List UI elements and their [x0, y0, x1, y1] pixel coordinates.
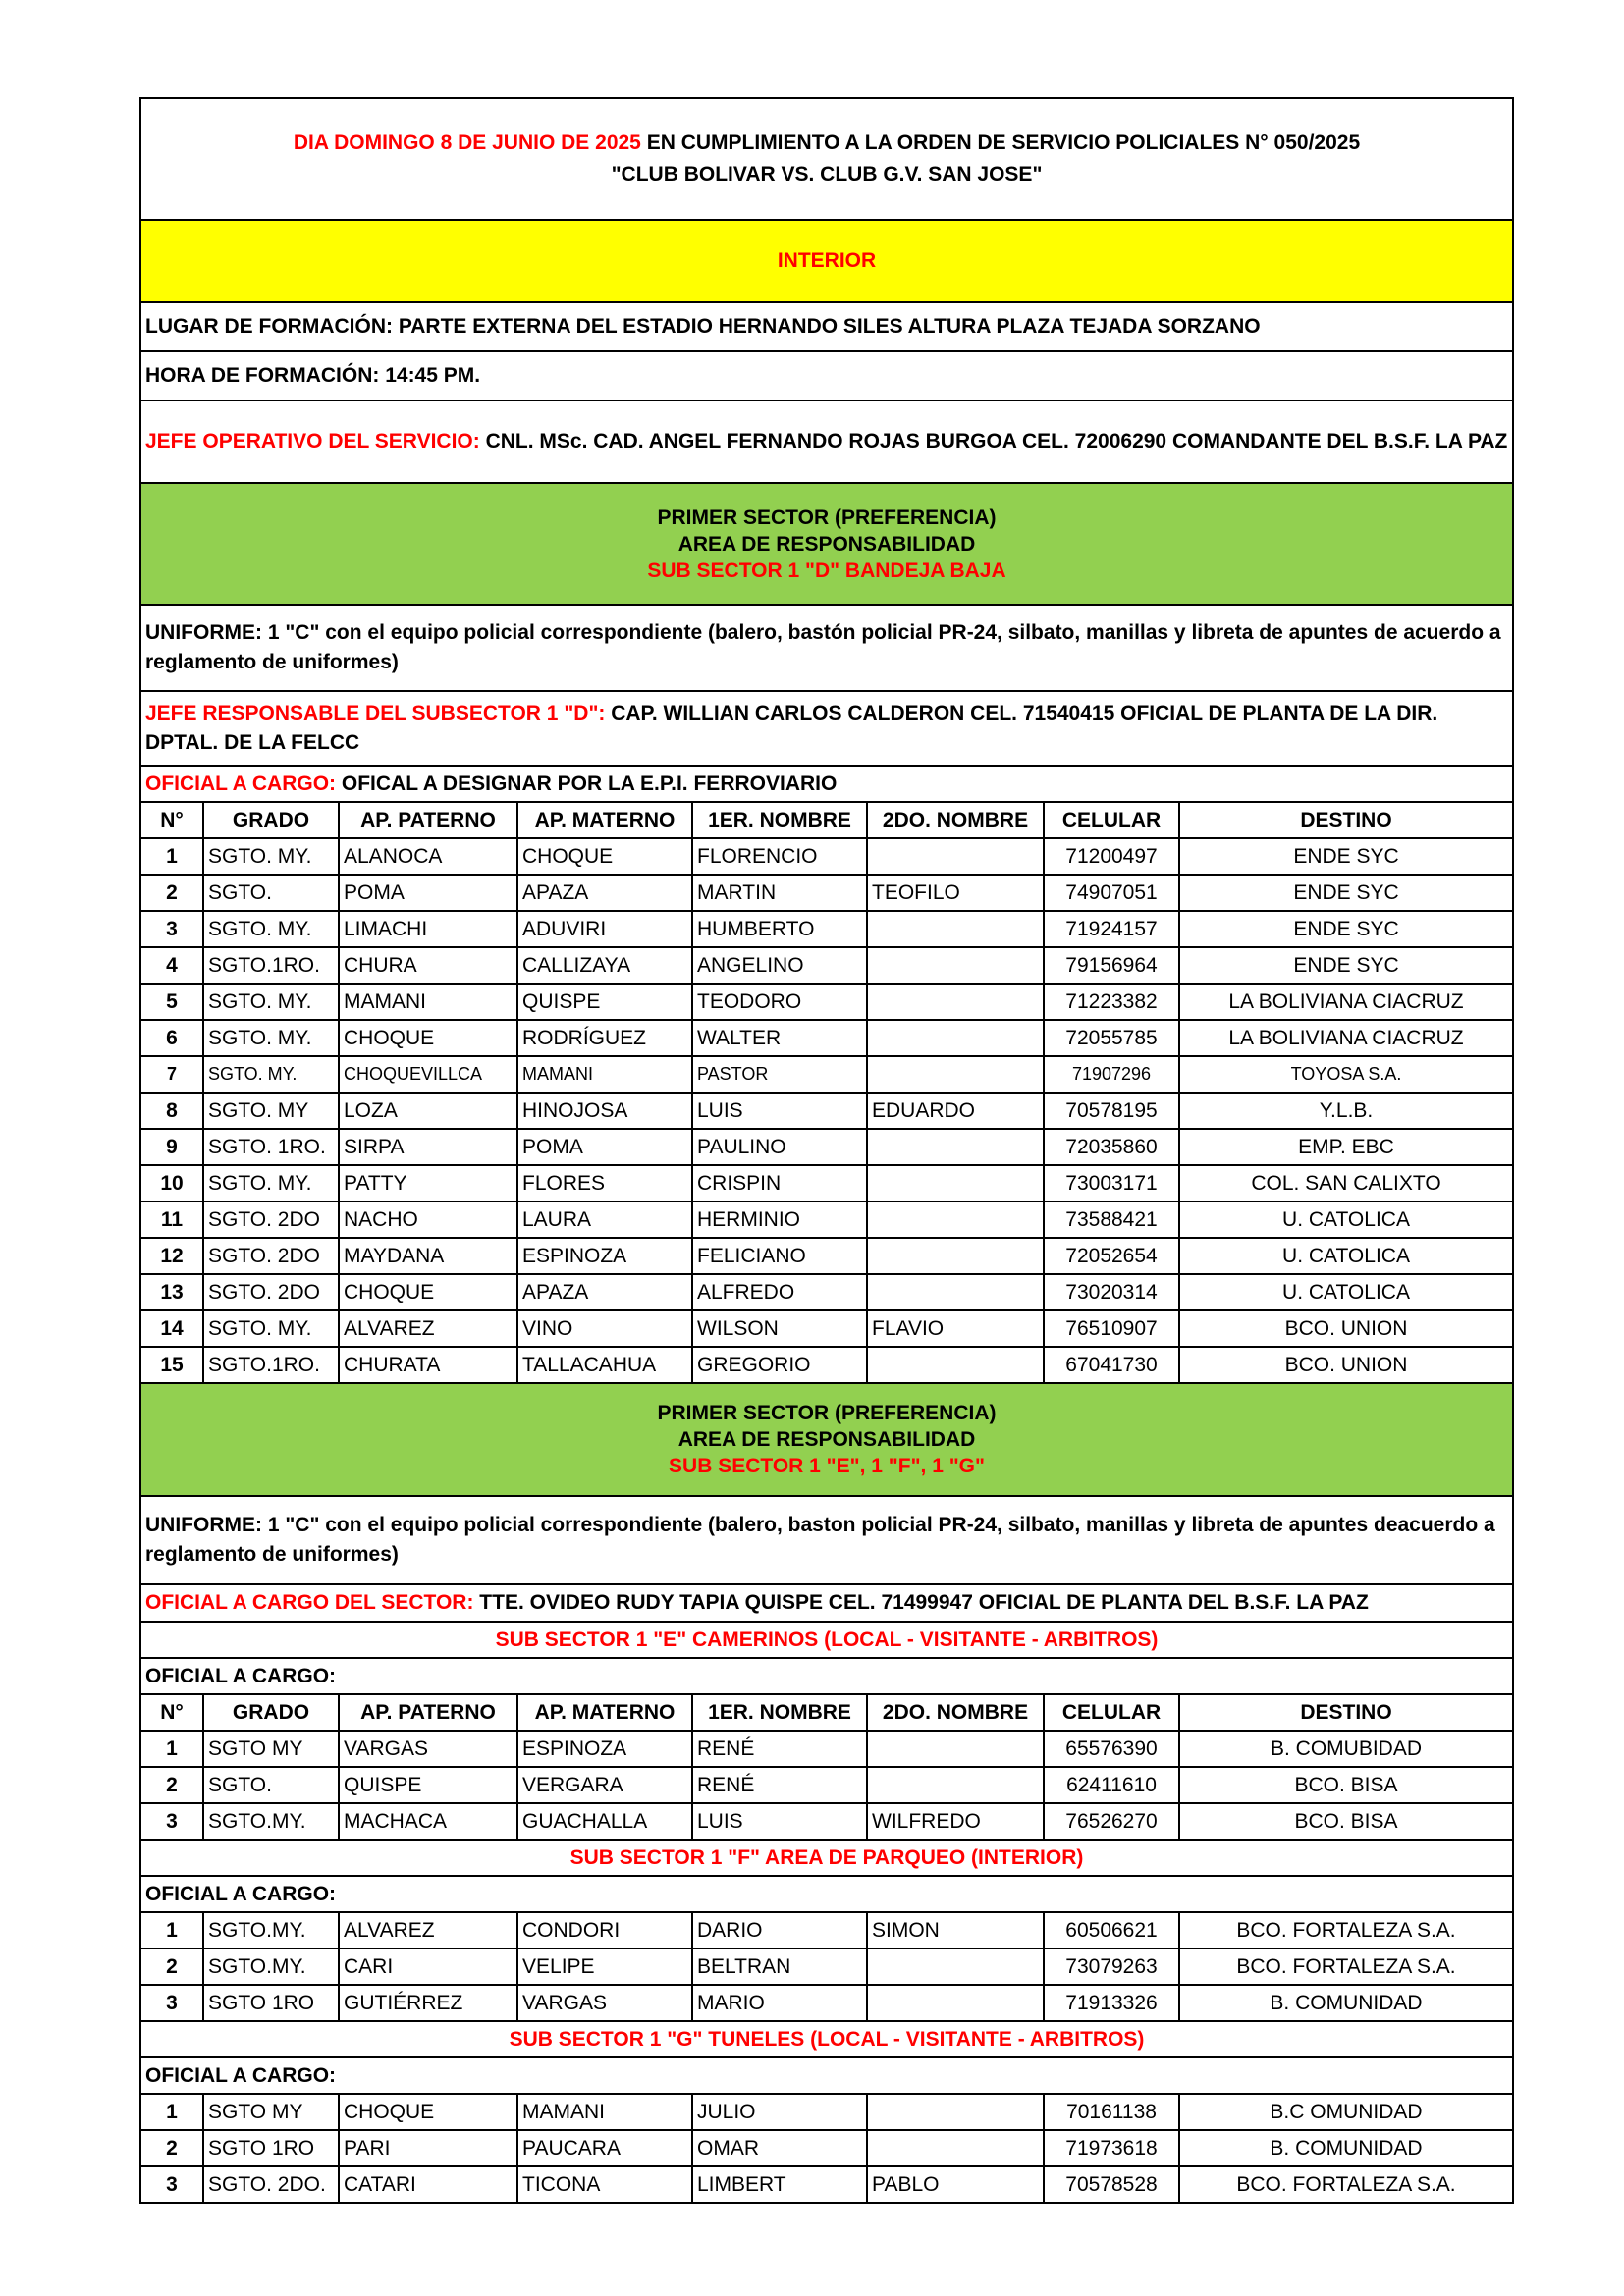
- sector2-title: PRIMER SECTOR (PREFERENCIA): [657, 1402, 997, 1424]
- first-name-cell: ALFREDO: [692, 1274, 867, 1310]
- maternal-surname-cell: ADUVIRI: [517, 911, 692, 947]
- sector2-subsector: SUB SECTOR 1 "E", 1 "F", 1 "G": [669, 1455, 985, 1477]
- paternal-surname-cell: NACHO: [339, 1201, 517, 1238]
- table-row: [140, 1020, 1513, 1056]
- rank-cell: SGTO. 2DO: [203, 1274, 339, 1310]
- table-row: [140, 875, 1513, 911]
- sector1-officer-value: OFICAL A DESIGNAR POR LA E.P.I. FERROVIARIO: [336, 772, 838, 795]
- subsector-g-officer: OFICIAL A CARGO:: [140, 2057, 1513, 2094]
- table-row: [140, 1912, 1513, 1949]
- service-order: EN CUMPLIMIENTO A LA ORDEN DE SERVICIO POLICIALES N° 050/2025: [640, 132, 1361, 154]
- table-row: [140, 2094, 1513, 2130]
- destination-cell: ENDE SYC: [1179, 911, 1513, 947]
- second-name-cell: SIMON: [867, 1912, 1044, 1949]
- table-row: [140, 1310, 1513, 1347]
- row-number-cell: 8: [140, 1093, 203, 1129]
- paternal-surname-cell: CHURA: [339, 947, 517, 984]
- table-row: [140, 911, 1513, 947]
- second-name-cell: EDUARDO: [867, 1093, 1044, 1129]
- phone-cell: 71907296: [1044, 1056, 1179, 1093]
- row-number-cell: 1: [140, 838, 203, 875]
- maternal-surname-cell: CHOQUE: [517, 838, 692, 875]
- first-name-cell: LUIS: [692, 1093, 867, 1129]
- second-name-cell: [867, 1347, 1044, 1383]
- paternal-surname-cell: GUTIÉRREZ: [339, 1985, 517, 2021]
- phone-cell: 73020314: [1044, 1274, 1179, 1310]
- phone-cell: 70578195: [1044, 1093, 1179, 1129]
- second-name-cell: [867, 984, 1044, 1020]
- col-header: N°: [140, 802, 203, 838]
- destination-cell: U. CATOLICA: [1179, 1274, 1513, 1310]
- rank-cell: SGTO. 2DO: [203, 1201, 339, 1238]
- paternal-surname-cell: CHOQUE: [339, 1274, 517, 1310]
- paternal-surname-cell: MACHACA: [339, 1803, 517, 1840]
- paternal-surname-cell: CARI: [339, 1949, 517, 1985]
- table-row: [140, 838, 1513, 875]
- column-header-row: [140, 802, 1513, 838]
- maternal-surname-cell: RODRÍGUEZ: [517, 1020, 692, 1056]
- destination-cell: U. CATOLICA: [1179, 1201, 1513, 1238]
- subsector-e-title: SUB SECTOR 1 "E" CAMERINOS (LOCAL - VISITANTE - ARBITROS): [140, 1622, 1513, 1658]
- first-name-cell: JULIO: [692, 2094, 867, 2130]
- destination-cell: LA BOLIVIANA CIACRUZ: [1179, 1020, 1513, 1056]
- phone-cell: 71913326: [1044, 1985, 1179, 2021]
- row-number-cell: 12: [140, 1238, 203, 1274]
- phone-cell: 62411610: [1044, 1767, 1179, 1803]
- row-number-cell: 2: [140, 1767, 203, 1803]
- col-header: 1ER. NOMBRE: [692, 1694, 867, 1731]
- maternal-surname-cell: CONDORI: [517, 1912, 692, 1949]
- first-name-cell: WILSON: [692, 1310, 867, 1347]
- col-header: CELULAR: [1044, 802, 1179, 838]
- paternal-surname-cell: SIRPA: [339, 1129, 517, 1165]
- second-name-cell: [867, 1020, 1044, 1056]
- paternal-surname-cell: ALVAREZ: [339, 1310, 517, 1347]
- second-name-cell: WILFREDO: [867, 1803, 1044, 1840]
- sector2-officer-label: OFICIAL A CARGO DEL SECTOR:: [145, 1591, 474, 1614]
- phone-cell: 71924157: [1044, 911, 1179, 947]
- maternal-surname-cell: VELIPE: [517, 1949, 692, 1985]
- row-number-cell: 13: [140, 1274, 203, 1310]
- first-name-cell: DARIO: [692, 1912, 867, 1949]
- phone-cell: 73079263: [1044, 1949, 1179, 1985]
- phone-cell: 71223382: [1044, 984, 1179, 1020]
- rank-cell: SGTO MY: [203, 2094, 339, 2130]
- second-name-cell: [867, 1731, 1044, 1767]
- sector2-area: AREA DE RESPONSABILIDAD: [677, 1428, 976, 1451]
- rank-cell: SGTO 1RO: [203, 2130, 339, 2166]
- maternal-surname-cell: TALLACAHUA: [517, 1347, 692, 1383]
- formation-place: LUGAR DE FORMACIÓN: PARTE EXTERNA DEL ESTADIO HERNANDO SILES ALTURA PLAZA TEJADA SORZANO: [140, 302, 1513, 351]
- first-name-cell: OMAR: [692, 2130, 867, 2166]
- row-number-cell: 2: [140, 1949, 203, 1985]
- paternal-surname-cell: ALANOCA: [339, 838, 517, 875]
- phone-cell: 73588421: [1044, 1201, 1179, 1238]
- sector1-subsector: SUB SECTOR 1 "D" BANDEJA BAJA: [647, 559, 1006, 582]
- row-number-cell: 4: [140, 947, 203, 984]
- phone-cell: 74907051: [1044, 875, 1179, 911]
- phone-cell: 72055785: [1044, 1020, 1179, 1056]
- first-name-cell: MARIO: [692, 1985, 867, 2021]
- destination-cell: B. COMUNIDAD: [1179, 1985, 1513, 2021]
- table-row: [140, 1201, 1513, 1238]
- phone-cell: 76526270: [1044, 1803, 1179, 1840]
- phone-cell: 73003171: [1044, 1165, 1179, 1201]
- subsector-f-officer: OFICIAL A CARGO:: [140, 1876, 1513, 1912]
- rank-cell: SGTO.1RO.: [203, 1347, 339, 1383]
- maternal-surname-cell: CALLIZAYA: [517, 947, 692, 984]
- maternal-surname-cell: ESPINOZA: [517, 1731, 692, 1767]
- table-row: [140, 1238, 1513, 1274]
- row-number-cell: 3: [140, 1985, 203, 2021]
- second-name-cell: [867, 1985, 1044, 2021]
- paternal-surname-cell: VARGAS: [339, 1731, 517, 1767]
- destination-cell: U. CATOLICA: [1179, 1238, 1513, 1274]
- maternal-surname-cell: TICONA: [517, 2166, 692, 2203]
- col-header: AP. MATERNO: [517, 802, 692, 838]
- operations-chief-label: JEFE OPERATIVO DEL SERVICIO:: [145, 430, 480, 453]
- row-number-cell: 6: [140, 1020, 203, 1056]
- row-number-cell: 5: [140, 984, 203, 1020]
- table-row: [140, 1803, 1513, 1840]
- rank-cell: SGTO. MY: [203, 1093, 339, 1129]
- paternal-surname-cell: PATTY: [339, 1165, 517, 1201]
- destination-cell: ENDE SYC: [1179, 838, 1513, 875]
- second-name-cell: [867, 1238, 1044, 1274]
- rank-cell: SGTO.MY.: [203, 1912, 339, 1949]
- col-header: AP. PATERNO: [339, 802, 517, 838]
- rank-cell: SGTO. MY.: [203, 984, 339, 1020]
- col-header: CELULAR: [1044, 1694, 1179, 1731]
- sector1-chief-value: CAP. WILLIAN CARLOS CALDERON CEL. 71540415 OFICIAL DE PLANTA DE LA DIR. DPTAL. DE LA FELCC: [145, 702, 1438, 754]
- col-header: 2DO. NOMBRE: [867, 1694, 1044, 1731]
- row-number-cell: 2: [140, 875, 203, 911]
- destination-cell: B. COMUBIDAD: [1179, 1731, 1513, 1767]
- phone-cell: 71973618: [1044, 2130, 1179, 2166]
- rank-cell: SGTO.MY.: [203, 1949, 339, 1985]
- second-name-cell: [867, 1767, 1044, 1803]
- paternal-surname-cell: CHOQUE: [339, 2094, 517, 2130]
- sector1-chief: [140, 691, 1513, 766]
- table-row: [140, 1056, 1513, 1093]
- row-number-cell: 3: [140, 911, 203, 947]
- first-name-cell: LIMBERT: [692, 2166, 867, 2203]
- maternal-surname-cell: PAUCARA: [517, 2130, 692, 2166]
- row-number-cell: 1: [140, 1731, 203, 1767]
- second-name-cell: [867, 1056, 1044, 1093]
- rank-cell: SGTO. MY.: [203, 1056, 339, 1093]
- maternal-surname-cell: APAZA: [517, 1274, 692, 1310]
- sector2-officer: [140, 1584, 1513, 1622]
- row-number-cell: 11: [140, 1201, 203, 1238]
- second-name-cell: [867, 1165, 1044, 1201]
- phone-cell: 79156964: [1044, 947, 1179, 984]
- rank-cell: SGTO. MY.: [203, 1020, 339, 1056]
- rank-cell: SGTO.1RO.: [203, 947, 339, 984]
- sector1-officer-label: OFICIAL A CARGO:: [145, 772, 337, 795]
- second-name-cell: [867, 2094, 1044, 2130]
- table-row: [140, 1129, 1513, 1165]
- paternal-surname-cell: LIMACHI: [339, 911, 517, 947]
- phone-cell: 71200497: [1044, 838, 1179, 875]
- second-name-cell: [867, 1274, 1044, 1310]
- table-row: [140, 1985, 1513, 2021]
- paternal-surname-cell: LOZA: [339, 1093, 517, 1129]
- table-row: [140, 2130, 1513, 2166]
- destination-cell: B.C OMUNIDAD: [1179, 2094, 1513, 2130]
- paternal-surname-cell: CATARI: [339, 2166, 517, 2203]
- destination-cell: ENDE SYC: [1179, 875, 1513, 911]
- paternal-surname-cell: POMA: [339, 875, 517, 911]
- interior-banner: INTERIOR: [140, 220, 1513, 302]
- sector1-title: PRIMER SECTOR (PREFERENCIA): [657, 506, 997, 529]
- destination-cell: BCO. BISA: [1179, 1767, 1513, 1803]
- sector1-chief-label: JEFE RESPONSABLE DEL SUBSECTOR 1 "D":: [145, 702, 606, 724]
- rank-cell: SGTO 1RO: [203, 1985, 339, 2021]
- sector2-uniform: UNIFORME: 1 "C" con el equipo policial correspondiente (balero, baston policial PR-24, silbato, manillas y libreta de apuntes deacuerdo a reglamento de uniformes): [140, 1496, 1513, 1584]
- destination-cell: Y.L.B.: [1179, 1093, 1513, 1129]
- second-name-cell: [867, 1129, 1044, 1165]
- phone-cell: 72035860: [1044, 1129, 1179, 1165]
- phone-cell: 67041730: [1044, 1347, 1179, 1383]
- paternal-surname-cell: ALVAREZ: [339, 1912, 517, 1949]
- phone-cell: 76510907: [1044, 1310, 1179, 1347]
- maternal-surname-cell: HINOJOSA: [517, 1093, 692, 1129]
- destination-cell: B. COMUNIDAD: [1179, 2130, 1513, 2166]
- destination-cell: BCO. FORTALEZA S.A.: [1179, 2166, 1513, 2203]
- operations-chief: [140, 400, 1513, 483]
- table-row: [140, 1731, 1513, 1767]
- table-row: [140, 1767, 1513, 1803]
- destination-cell: LA BOLIVIANA CIACRUZ: [1179, 984, 1513, 1020]
- first-name-cell: BELTRAN: [692, 1949, 867, 1985]
- second-name-cell: FLAVIO: [867, 1310, 1044, 1347]
- first-name-cell: GREGORIO: [692, 1347, 867, 1383]
- first-name-cell: PAULINO: [692, 1129, 867, 1165]
- first-name-cell: TEODORO: [692, 984, 867, 1020]
- paternal-surname-cell: CHURATA: [339, 1347, 517, 1383]
- col-header: GRADO: [203, 1694, 339, 1731]
- sector2-officer-value: TTE. OVIDEO RUDY TAPIA QUISPE CEL. 71499947 OFICIAL DE PLANTA DEL B.S.F. LA PAZ: [473, 1591, 1369, 1614]
- table-row: [140, 1165, 1513, 1201]
- first-name-cell: WALTER: [692, 1020, 867, 1056]
- table-row: [140, 2166, 1513, 2203]
- col-header: AP. PATERNO: [339, 1694, 517, 1731]
- paternal-surname-cell: MAMANI: [339, 984, 517, 1020]
- row-number-cell: 14: [140, 1310, 203, 1347]
- maternal-surname-cell: VINO: [517, 1310, 692, 1347]
- table-row: [140, 1274, 1513, 1310]
- destination-cell: EMP. EBC: [1179, 1129, 1513, 1165]
- service-date: DIA DOMINGO 8 DE JUNIO DE 2025: [293, 132, 641, 154]
- formation-time: HORA DE FORMACIÓN: 14:45 PM.: [140, 351, 1513, 400]
- rank-cell: SGTO. 2DO.: [203, 2166, 339, 2203]
- paternal-surname-cell: PARI: [339, 2130, 517, 2166]
- phone-cell: 65576390: [1044, 1731, 1179, 1767]
- first-name-cell: PASTOR: [692, 1056, 867, 1093]
- subsector-g-title: SUB SECTOR 1 "G" TUNELES (LOCAL - VISITANTE - ARBITROS): [140, 2021, 1513, 2057]
- operations-chief-value: CNL. MSc. CAD. ANGEL FERNANDO ROJAS BURGOA CEL. 72006290 COMANDANTE DEL B.S.F. LA PAZ: [479, 430, 1508, 453]
- rank-cell: SGTO. MY.: [203, 1310, 339, 1347]
- maternal-surname-cell: MAMANI: [517, 2094, 692, 2130]
- rank-cell: SGTO.MY.: [203, 1803, 339, 1840]
- rank-cell: SGTO.: [203, 1767, 339, 1803]
- paternal-surname-cell: CHOQUE: [339, 1020, 517, 1056]
- first-name-cell: CRISPIN: [692, 1165, 867, 1201]
- table-row: [140, 947, 1513, 984]
- destination-cell: COL. SAN CALIXTO: [1179, 1165, 1513, 1201]
- col-header: N°: [140, 1694, 203, 1731]
- rank-cell: SGTO. 1RO.: [203, 1129, 339, 1165]
- second-name-cell: PABLO: [867, 2166, 1044, 2203]
- match-title: "CLUB BOLIVAR VS. CLUB G.V. SAN JOSE": [611, 163, 1043, 186]
- row-number-cell: 7: [140, 1056, 203, 1093]
- second-name-cell: [867, 2130, 1044, 2166]
- rank-cell: SGTO. 2DO: [203, 1238, 339, 1274]
- maternal-surname-cell: ESPINOZA: [517, 1238, 692, 1274]
- maternal-surname-cell: APAZA: [517, 875, 692, 911]
- col-header: DESTINO: [1179, 1694, 1513, 1731]
- destination-cell: BCO. FORTALEZA S.A.: [1179, 1949, 1513, 1985]
- col-header: DESTINO: [1179, 802, 1513, 838]
- rank-cell: SGTO. MY.: [203, 838, 339, 875]
- maternal-surname-cell: LAURA: [517, 1201, 692, 1238]
- document-title: [140, 98, 1513, 220]
- first-name-cell: FELICIANO: [692, 1238, 867, 1274]
- maternal-surname-cell: POMA: [517, 1129, 692, 1165]
- maternal-surname-cell: MAMANI: [517, 1056, 692, 1093]
- maternal-surname-cell: VARGAS: [517, 1985, 692, 2021]
- maternal-surname-cell: VERGARA: [517, 1767, 692, 1803]
- row-number-cell: 2: [140, 2130, 203, 2166]
- first-name-cell: HERMINIO: [692, 1201, 867, 1238]
- maternal-surname-cell: FLORES: [517, 1165, 692, 1201]
- col-header: GRADO: [203, 802, 339, 838]
- second-name-cell: TEOFILO: [867, 875, 1044, 911]
- second-name-cell: [867, 838, 1044, 875]
- row-number-cell: 15: [140, 1347, 203, 1383]
- col-header: 1ER. NOMBRE: [692, 802, 867, 838]
- first-name-cell: RENÉ: [692, 1731, 867, 1767]
- rank-cell: SGTO MY: [203, 1731, 339, 1767]
- service-order-table: [139, 97, 1514, 2204]
- table-row: [140, 1949, 1513, 1985]
- destination-cell: BCO. UNION: [1179, 1347, 1513, 1383]
- sector2-header: [140, 1383, 1513, 1496]
- destination-cell: BCO. BISA: [1179, 1803, 1513, 1840]
- maternal-surname-cell: QUISPE: [517, 984, 692, 1020]
- subsector-e-officer: OFICIAL A CARGO:: [140, 1658, 1513, 1694]
- table-row: [140, 1347, 1513, 1383]
- first-name-cell: RENÉ: [692, 1767, 867, 1803]
- column-header-row: [140, 1694, 1513, 1731]
- first-name-cell: HUMBERTO: [692, 911, 867, 947]
- row-number-cell: 1: [140, 1912, 203, 1949]
- destination-cell: TOYOSA S.A.: [1179, 1056, 1513, 1093]
- first-name-cell: LUIS: [692, 1803, 867, 1840]
- phone-cell: 70161138: [1044, 2094, 1179, 2130]
- phone-cell: 70578528: [1044, 2166, 1179, 2203]
- table-row: [140, 1093, 1513, 1129]
- first-name-cell: FLORENCIO: [692, 838, 867, 875]
- second-name-cell: [867, 1949, 1044, 1985]
- destination-cell: BCO. FORTALEZA S.A.: [1179, 1912, 1513, 1949]
- rank-cell: SGTO.: [203, 875, 339, 911]
- phone-cell: 72052654: [1044, 1238, 1179, 1274]
- first-name-cell: ANGELINO: [692, 947, 867, 984]
- phone-cell: 60506621: [1044, 1912, 1179, 1949]
- paternal-surname-cell: MAYDANA: [339, 1238, 517, 1274]
- row-number-cell: 10: [140, 1165, 203, 1201]
- rank-cell: SGTO. MY.: [203, 1165, 339, 1201]
- first-name-cell: MARTIN: [692, 875, 867, 911]
- second-name-cell: [867, 911, 1044, 947]
- subsector-f-title: SUB SECTOR 1 "F" AREA DE PARQUEO (INTERIOR): [140, 1840, 1513, 1876]
- row-number-cell: 3: [140, 2166, 203, 2203]
- destination-cell: ENDE SYC: [1179, 947, 1513, 984]
- sector1-area: AREA DE RESPONSABILIDAD: [677, 532, 976, 556]
- sector1-officer: [140, 766, 1513, 802]
- row-number-cell: 9: [140, 1129, 203, 1165]
- col-header: AP. MATERNO: [517, 1694, 692, 1731]
- table-row: [140, 984, 1513, 1020]
- sector1-header: [140, 483, 1513, 605]
- second-name-cell: [867, 1201, 1044, 1238]
- row-number-cell: 3: [140, 1803, 203, 1840]
- sector1-uniform: UNIFORME: 1 "C" con el equipo policial correspondiente (balero, bastón policial PR-24, silbato, manillas y libreta de apuntes de acuerdo a reglamento de uniformes): [140, 605, 1513, 691]
- paternal-surname-cell: CHOQUEVILLCA: [339, 1056, 517, 1093]
- row-number-cell: 1: [140, 2094, 203, 2130]
- rank-cell: SGTO. MY.: [203, 911, 339, 947]
- col-header: 2DO. NOMBRE: [867, 802, 1044, 838]
- paternal-surname-cell: QUISPE: [339, 1767, 517, 1803]
- second-name-cell: [867, 947, 1044, 984]
- maternal-surname-cell: GUACHALLA: [517, 1803, 692, 1840]
- destination-cell: BCO. UNION: [1179, 1310, 1513, 1347]
